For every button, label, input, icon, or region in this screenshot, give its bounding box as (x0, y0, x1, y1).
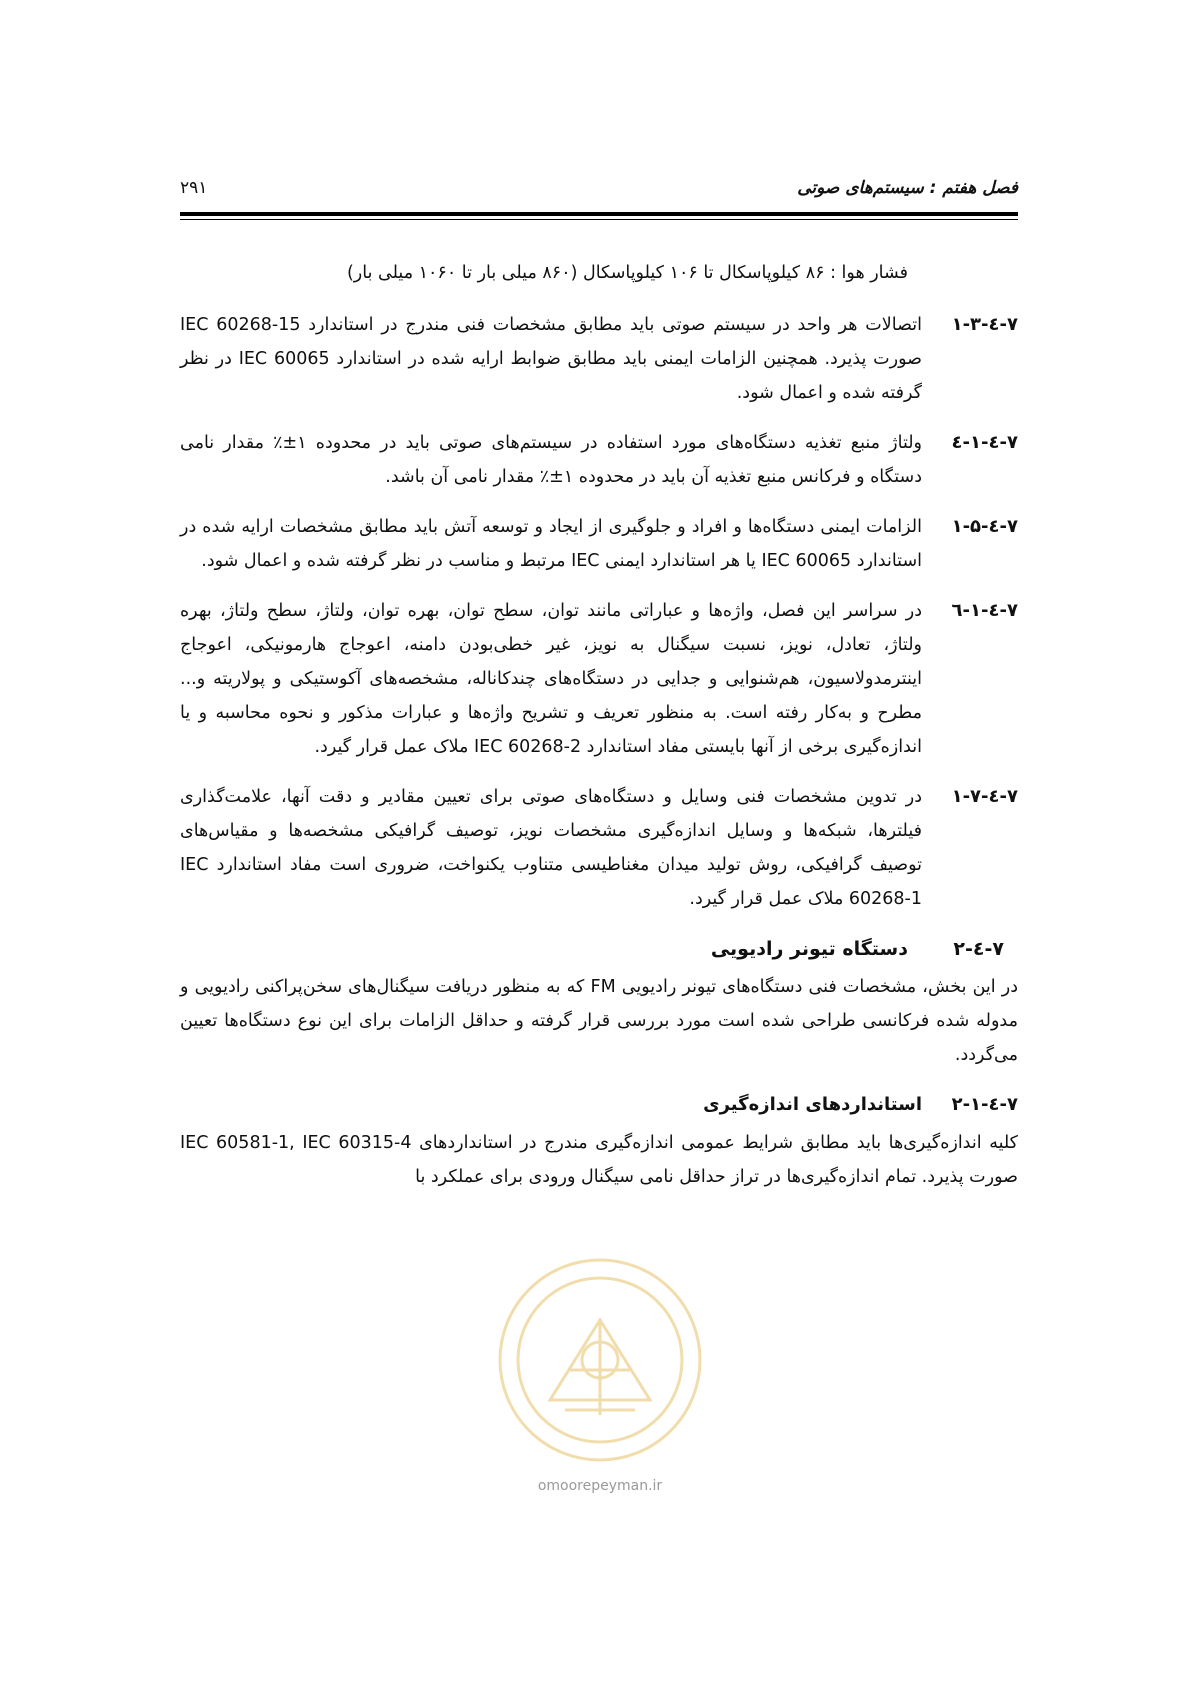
page-header (180, 174, 1018, 204)
intro-line: فشار هوا : ۸۶ کیلوپاسکال تا ۱۰۶ کیلوپاسکال (۸۶۰ میلی بار تا ۱۰۶۰ میلی بار) (346, 263, 908, 283)
clause-text: در تدوین مشخصات فنی وسایل و دستگاه‌های صوتی برای تعیین مقادیر و دقت آنها، علامت‌گذاری فیلترها، شبکه‌ها و وسایل اندازه‌گیری مشخصات نویز، توصیف گرافیکی مشخصه‌ها و مقیاس‌های توصیف گرافیکی، روش تولید میدان مغناطیسی متناوب یکنواخت، ضروری است مفاد استاندارد IEC 60268-1 ملاک عمل قرار گیرد. (180, 787, 922, 909)
watermark-url: omoorepeyman.ir (537, 1478, 663, 1494)
clause-number: ۷-٤-۱-٦ (951, 600, 1018, 621)
subsection-number: ۷-٤-۲-۱ (951, 1094, 1018, 1115)
watermark-logo-icon (490, 1250, 710, 1470)
section-heading (180, 932, 1018, 966)
subsection-paragraph: کلیه اندازه‌گیری‌ها باید مطابق شرایط عمومی اندازه‌گیری مندرج در استانداردهای IEC 60581-1, IEC 60315-4 صورت پذیرد. تمام اندازه‌گیری‌ها در تراز حداقل نامی سیگنال ورودی برای عملکرد با (180, 1133, 1018, 1187)
section-title: دستگاه تیونر رادیویی (710, 938, 908, 960)
section-number: ۷-٤-۲ (953, 938, 1004, 960)
clause-text: ولتاژ منبع تغذیه دستگاه‌های مورد استفاده در سیستم‌های صوتی باید در محدوده ۱±٪ مقدار نامی دستگاه و فرکانس منبع تغذیه آن باید در محدوده ۱±٪ مقدار نامی آن باشد. (180, 433, 923, 487)
section-paragraph: در این بخش، مشخصات فنی دستگاه‌های تیونر رادیویی FM که به منظور دریافت سیگنال‌های سخن‌پراکنی رادیویی و مدوله شده فرکانسی طراحی شده است مورد بررسی قرار گرفته و حداقل الزامات برای این نوع دستگاه‌ها تعیین می‌گردد. (180, 977, 1018, 1065)
header-rule-thin (180, 219, 1018, 220)
clause-number: ۷-٤-۱-۷ (951, 786, 1018, 807)
clause-number: ۷-٤-۱-۳ (951, 314, 1018, 335)
subsection-title: استانداردهای اندازه‌گیری (703, 1094, 922, 1115)
clause-text: اتصالات هر واحد در سیستم صوتی باید مطابق مشخصات فنی مندرج در استاندارد IEC 60268-15 صورت پذیرد. همچنین الزامات ایمنی باید مطابق ضوابط ارایه شده در استاندارد IEC 60065 در نظر گرفته شده و اعمال شود. (180, 315, 923, 403)
header-rule-thick (180, 212, 1018, 216)
clause-text: الزامات ایمنی دستگاه‌ها و افراد و جلوگیری از ایجاد و توسعه آتش باید مطابق مشخصات ارایه شده در استاندارد IEC 60065 یا هر استاندارد ایمنی IEC مرتبط و مناسب در نظر گرفته شده و اعمال شود. (180, 517, 922, 571)
subsection-heading (180, 1088, 1018, 1122)
clause (180, 426, 1018, 494)
page-content (180, 256, 1018, 1210)
clause (180, 308, 1018, 410)
clause-text: در سراسر این فصل، واژه‌ها و عباراتی مانند توان، سطح توان، بهره توان، ولتاژ، سطح ولتاژ، بهره ولتاژ، تعادل، نویز، نسبت سیگنال به نویز، غیر خطی‌بودن دامنه، اعوجاج هارمونیکی، اعوجاج اینترمدولاسیون، هم‌شنوایی و جدایی در دستگاه‌های چندکاناله، مشخصه‌های آکوستیکی و پولاریته و... مطرح و به‌کار رفته است. به منظور تعریف و تشریح واژه‌ها و عبارات مذکور و نحوه محاسبه و یا اندازه‌گیری برخی از آنها بایستی مفاد استاندارد IEC 60268-2 ملاک عمل قرار گیرد. (180, 601, 922, 757)
chapter-title: فصل هفتم : سیستم‌های صوتی (797, 178, 1018, 198)
page-number: ۲۹۱ (180, 178, 208, 198)
clause (180, 780, 1018, 916)
clause-number: ۷-٤-۱-٤ (951, 432, 1018, 453)
clause (180, 510, 1018, 578)
clause (180, 594, 1018, 764)
clause-number: ۷-٤-۱-۵ (951, 516, 1018, 537)
